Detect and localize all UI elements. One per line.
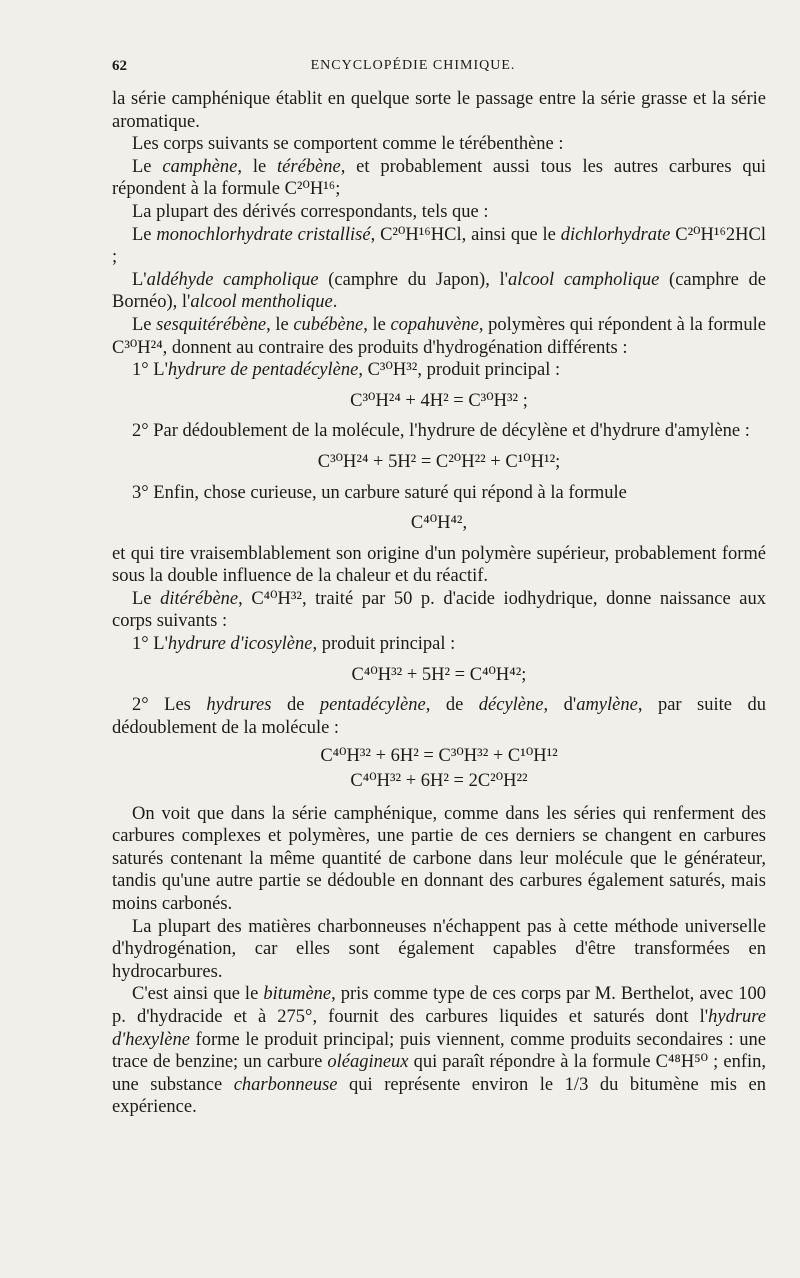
term: hydrure de pentadécylène — [167, 360, 359, 381]
paragraph: 3° Enfin, chose curieuse, un carbure saturé qui répond à la formule — [132, 482, 627, 503]
paragraph: Les corps suivants se comportent comme le térébenthène : — [132, 134, 564, 155]
equation: C³⁰H²⁴ + 5H² = C²⁰H²² + C¹⁰H¹²; — [317, 451, 561, 472]
term: monochlorhydrate cristallisé — [156, 224, 371, 245]
body-text — [112, 88, 766, 1119]
equation: C⁴⁰H³² + 5H² = C⁴⁰H⁴²; — [351, 664, 527, 685]
paragraph: Le ditérébène, C⁴⁰H³², traité par 50 p. d'acide iodhydrique, donne naissance aux corps suivants : — [112, 588, 766, 632]
term: oléagineux — [327, 1052, 409, 1073]
term: amylène — [576, 695, 638, 716]
term: alcool mentholique — [190, 292, 333, 313]
paragraph: Le camphène, le térébène, et probablement aussi tous les autres carbures qui répondent à la formule C²⁰H¹⁶; — [112, 156, 767, 200]
paragraph: 1° L'hydrure de pentadécylène, C³⁰H³², produit principal : — [132, 360, 561, 381]
term: bitumène — [263, 984, 332, 1005]
term: sesquitérébène — [156, 314, 267, 335]
term: pentadécylène — [319, 695, 426, 716]
paragraph: L'aldéhyde campholique (camphre du Japon), l'alcool campholique (camphre de Bornéo), l'alcool mentholique. — [112, 269, 766, 313]
term: dichlorhydrate — [560, 224, 671, 245]
paragraph: Le monochlorhydrate cristallisé, C²⁰H¹⁶HCl, ainsi que le dichlorhydrate C²⁰H¹⁶2HCl ; — [112, 224, 766, 268]
page-number: 62 — [112, 58, 127, 74]
term: ditérébène — [160, 588, 239, 609]
paragraph: et qui tire vraisemblablement son origine d'un polymère supérieur, probablement formé sous la double influence de la chaleur et du réactif. — [112, 543, 766, 587]
equation: C³⁰H²⁴ + 4H² = C³⁰H³² ; — [350, 390, 528, 411]
equation: C⁴⁰H⁴², — [410, 513, 468, 534]
paragraph: La plupart des matières charbonneuses n'échappent pas à cette méthode universelle d'hydrogénation, car elles sont également capables d'être transformées en hydrocarbures. — [112, 916, 766, 982]
term: cubébène — [293, 314, 364, 335]
term: hydrures — [206, 695, 272, 716]
term: aldéhyde campholique — [146, 269, 319, 290]
paragraph: 2° Par dédoublement de la molécule, l'hydrure de décylène et d'hydrure d'amylène : — [132, 421, 750, 442]
running-title: ENCYCLOPÉDIE CHIMIQUE. — [310, 58, 516, 73]
paragraph: On voit que dans la série camphénique, comme dans les séries qui renferment des carbures complexes et polymères, une partie de ces derniers se changent en carbures saturés contenant la même quantité de carbone dans leur molécule que le générateur, tandis qu'une autre partie se dédouble en donnant des carbures également saturés, mais moins carbonés. — [112, 803, 766, 914]
running-header — [112, 58, 714, 80]
paragraph: Le sesquitérébène, le cubébène, le copahuvène, polymères qui répondent à la formule C³⁰H²⁴, donnent au contraire des produits d'hydrogénation différents : — [112, 314, 767, 358]
term: copahuvène — [390, 314, 479, 335]
term: charbonneuse — [233, 1074, 338, 1095]
term: camphène — [162, 156, 238, 177]
term: hydrure d'icosylène — [167, 634, 313, 655]
paragraph: 2° Les hydrures de pentadécylène, de décylène, d'amylène, par suite du dédoublement de la molécule : — [112, 695, 766, 738]
term: hydrure d'hexylène — [112, 1006, 766, 1050]
term: térébène — [277, 156, 341, 177]
term: alcool campholique — [507, 269, 660, 290]
equation: C⁴⁰H³² + 6H² = 2C²⁰H²² — [350, 771, 528, 792]
paragraph: La plupart des dérivés correspondants, tels que : — [132, 201, 489, 222]
term: décylène — [478, 695, 544, 716]
paragraph: 1° L'hydrure d'icosylène, produit principal : — [132, 634, 456, 655]
equation: C⁴⁰H³² + 6H² = C³⁰H³² + C¹⁰H¹² — [320, 746, 558, 767]
paragraph: la série camphénique établit en quelque sorte le passage entre la série grasse et la série aromatique. — [112, 89, 766, 132]
paragraph: C'est ainsi que le bitumène, pris comme type de ces corps par M. Berthelot, avec 100 p. d'hydracide et à 275°, fournit des carbures liquides et saturés dont l'hydrure d'hexylène forme le produit principal; puis viennent, comme produits secondaires : une trace de benzine; un carbure oléagineux qui paraît répondre à la formule C⁴⁸H⁵⁰ ; enfin, une substance charbonneuse qui représente environ le 1/3 du bitumène mis en expérience. — [112, 984, 766, 1118]
